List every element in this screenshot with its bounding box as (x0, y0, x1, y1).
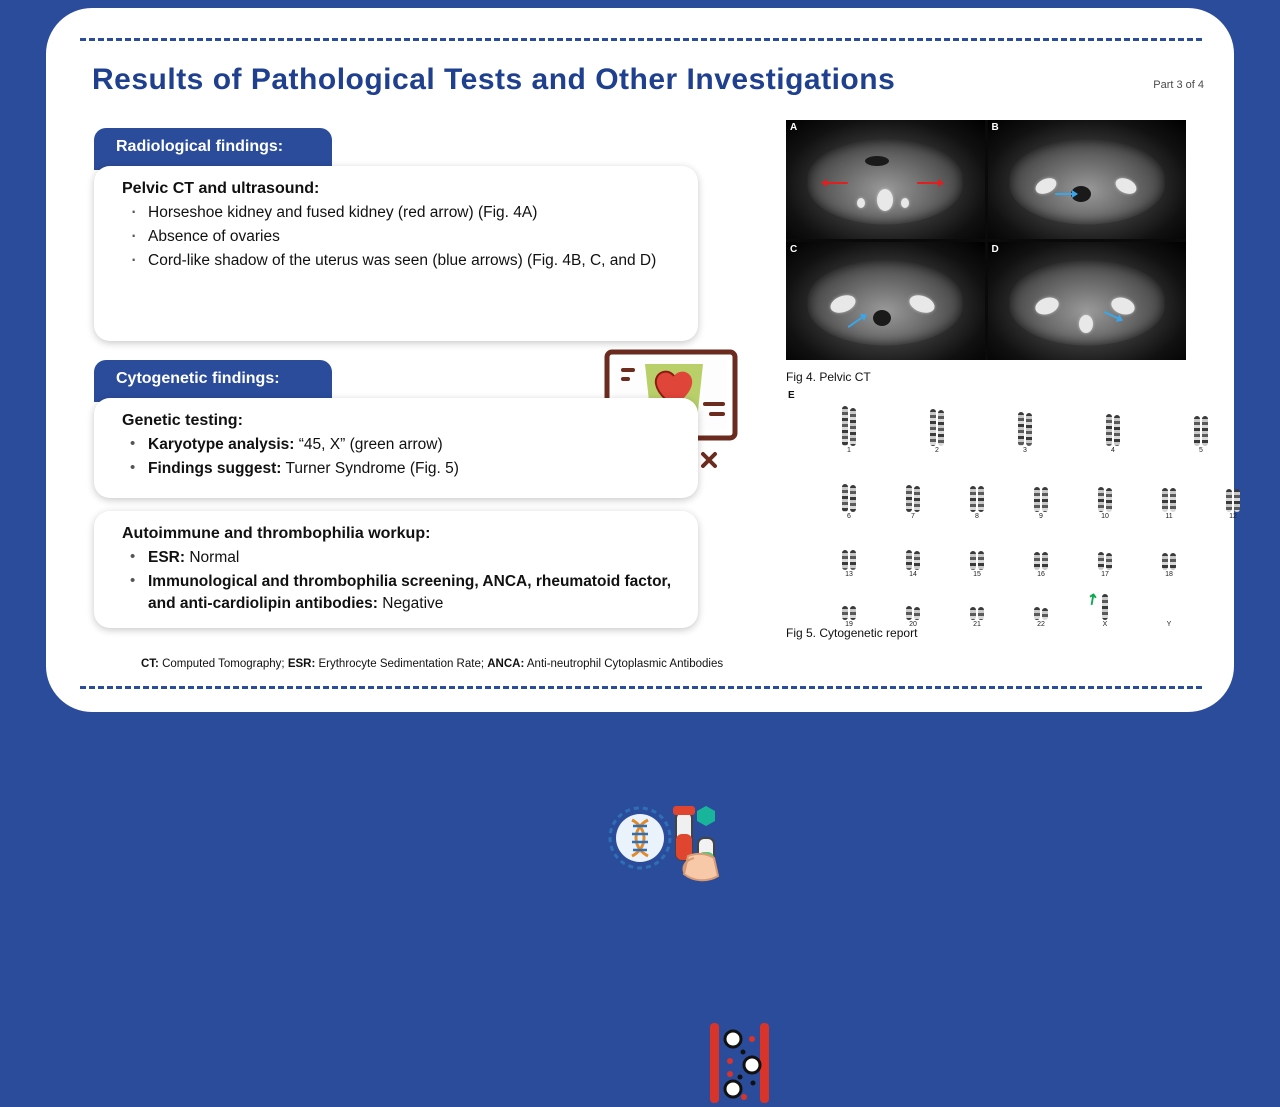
chromosome-number: 16 (1037, 571, 1045, 578)
footnote-text: Computed Tomography; (158, 658, 288, 670)
ct-panel-label: A (790, 122, 798, 133)
card-heading-cytogenetic: Genetic testing: (122, 412, 243, 429)
ct-panel-d (988, 242, 1187, 361)
footnote-abbr: CT: (141, 658, 159, 670)
ct-panel-label: B (991, 122, 999, 133)
section-tab-radiological (94, 128, 332, 170)
chromosome-pair (834, 406, 864, 454)
section-tab-label: Cytogenetic findings: (116, 370, 280, 387)
chromosome-pair (834, 530, 864, 578)
bullet-text: Cord-like shadow of the uterus was seen (blue arrows) (Fig. 4B, C, and D) (148, 252, 657, 269)
card-autoimmune (94, 511, 698, 628)
list-item (122, 226, 680, 248)
bullet-text: “45, X” (green arrow) (294, 436, 443, 453)
figure-caption-ct: Fig 4. Pelvic CT (786, 370, 871, 384)
list-item (122, 571, 680, 615)
ct-panel-label: D (991, 243, 999, 255)
chromosome-number: 2 (935, 447, 939, 454)
chromosome-number: 13 (845, 571, 853, 578)
bullet-label: Karyotype analysis: (148, 436, 295, 453)
bottom-divider (80, 686, 1202, 689)
footnote-text: Erythrocyte Sedimentation Rate; (315, 658, 488, 670)
list-item (122, 202, 680, 224)
list-item (122, 458, 680, 480)
chromosome-number: 5 (1199, 447, 1203, 454)
chromosome-number: 19 (845, 621, 853, 628)
chromosome-pair (1026, 530, 1056, 578)
figure-pelvic-ct (786, 120, 1186, 360)
chromosome-number: 3 (1023, 447, 1027, 454)
bullet-text: Absence of ovaries (148, 228, 280, 245)
chromosome-pair (962, 580, 992, 628)
bullet-list-radiological (122, 202, 680, 272)
slide-canvas (46, 8, 1237, 712)
top-divider (80, 38, 1202, 41)
chromosome-pair (1026, 472, 1056, 520)
chromosome-pair (834, 580, 864, 628)
chromosome-pair (1090, 472, 1120, 520)
chromosome-pair (962, 530, 992, 578)
chromosome-pair (898, 472, 928, 520)
part-label: Part 3 of 4 (1153, 79, 1204, 91)
karyotype-row-2 (834, 472, 1248, 520)
ct-panel-a (786, 120, 985, 239)
chromosome-number: 17 (1101, 571, 1109, 578)
chromosome-number: Y (1166, 621, 1172, 628)
chromosome-pair-y (1154, 580, 1184, 628)
dna-test-tube-icon (602, 794, 742, 886)
chromosome-pair (962, 472, 992, 520)
section-tab-label: Radiological findings: (116, 138, 284, 155)
list-item (122, 250, 680, 272)
section-tab-cytogenetic (94, 360, 332, 402)
bullet-list-autoimmune (122, 547, 680, 615)
karyotype-panel-label: E (788, 390, 795, 401)
chromosome-number: 12 (1229, 513, 1237, 520)
chromosome-number: 22 (1037, 621, 1045, 628)
bullet-label: Findings suggest: (148, 460, 282, 477)
footnote-abbr: ESR: (287, 658, 316, 670)
card-radiological (94, 166, 698, 341)
page-title: Results of Pathological Tests and Other Investigations (92, 63, 896, 96)
bullet-label: ESR: (148, 549, 186, 566)
chromosome-pair (1154, 472, 1184, 520)
bullet-text: Turner Syndrome (Fig. 5) (281, 460, 459, 477)
list-item (122, 547, 680, 569)
chromosome-number: 21 (973, 621, 981, 628)
bullet-label: Immunological and thrombophilia screening, ANCA, rheumatoid factor, and anti-cardiolipin antibodies: (148, 573, 672, 612)
chromosome-number: 20 (909, 621, 917, 628)
chromosome-number: 14 (909, 571, 917, 578)
arrow-red-right (917, 182, 943, 184)
chromosome-number: 4 (1111, 447, 1115, 454)
chromosome-number: 11 (1165, 513, 1173, 520)
chromosome-pair (1154, 530, 1184, 578)
list-item (122, 434, 680, 456)
card-cytogenetic (94, 398, 698, 498)
chromosome-number: 15 (973, 571, 981, 578)
ct-panel-c (786, 242, 985, 361)
figure-karyotype (786, 390, 1237, 628)
chromosome-pair (1186, 406, 1216, 454)
karyotype-row-3 (834, 530, 1184, 578)
bullet-list-cytogenetic (122, 434, 680, 480)
chromosome-pair (898, 530, 928, 578)
karyotype-row-4 (834, 580, 1184, 628)
arrow-red-left (822, 182, 848, 184)
chromosome-number: X (1102, 621, 1108, 628)
chromosome-number: 1 (847, 447, 851, 454)
chromosome-pair (922, 406, 952, 454)
card-heading-autoimmune: Autoimmune and thrombophilia workup: (122, 525, 431, 542)
blood-vessel-icon (700, 1019, 784, 1107)
bullet-text: Normal (185, 549, 240, 566)
chromosome-pair (1218, 472, 1248, 520)
bullet-text: Negative (377, 595, 444, 612)
bullet-text: Horseshoe kidney and fused kidney (red arrow) (Fig. 4A) (148, 204, 538, 221)
chromosome-pair (1098, 406, 1128, 454)
chromosome-number: 6 (847, 513, 851, 520)
figure-caption-karyotype: Fig 5. Cytogenetic report (786, 626, 918, 640)
chromosome-pair (898, 580, 928, 628)
chromosome-pair (834, 472, 864, 520)
card-heading-radiological: Pelvic CT and ultrasound: (122, 180, 320, 197)
footnote-text: Anti-neutrophil Cytoplasmic Antibodies (524, 658, 724, 670)
green-arrow-x-chromosome: ↗ (1082, 588, 1103, 610)
chromosome-pair (1090, 530, 1120, 578)
karyotype-row-1 (834, 406, 1216, 454)
footnote-abbr: ANCA: (487, 658, 525, 670)
chromosome-pair (1026, 580, 1056, 628)
chromosome-pair (1010, 406, 1040, 454)
ct-panel-label: C (790, 243, 798, 255)
chromosome-number: 18 (1165, 571, 1173, 578)
ct-panel-b (988, 120, 1187, 239)
chromosome-number: 10 (1101, 513, 1109, 520)
chromosome-number: 7 (911, 513, 915, 520)
footnote (141, 658, 723, 670)
chromosome-number: 9 (1039, 513, 1043, 520)
chromosome-number: 8 (975, 513, 979, 520)
